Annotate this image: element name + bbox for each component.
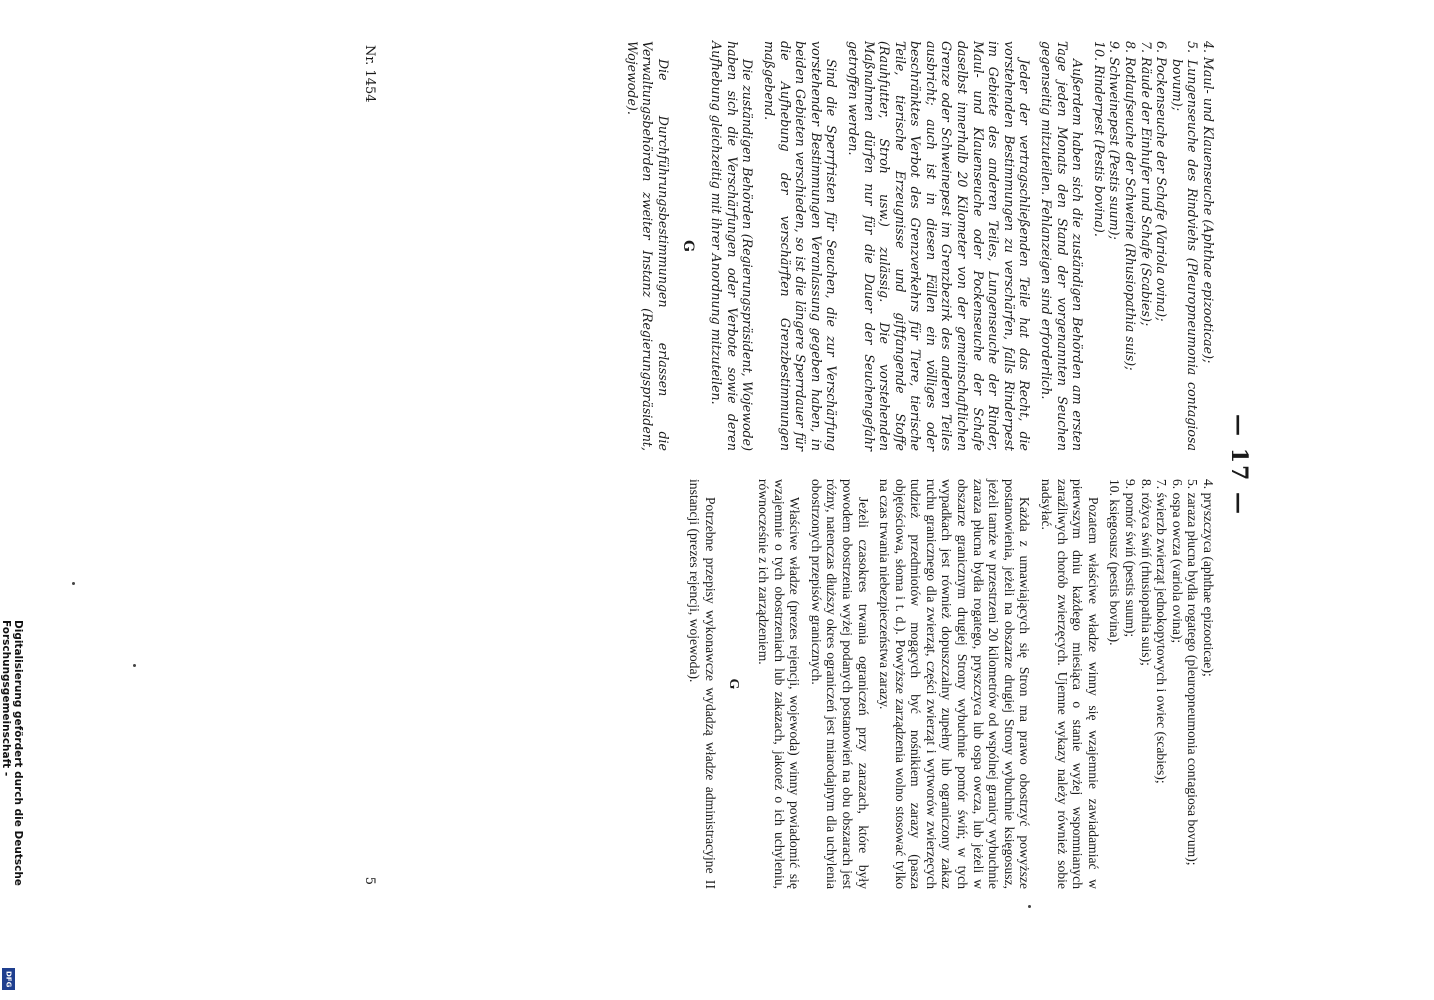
- paragraph: Die Durchführungsbestimmungen erlassen die Verwaltungsbehörden zweiter Instanz (Regierungspräsident, Wojewode).: [624, 41, 671, 451]
- polish-disease-list: [1107, 479, 1216, 889]
- issue-number: Nr. 1454: [362, 45, 377, 103]
- paragraph: Pozatem właściwe władze winny się wzajemnie zawiadamiać w pierwszym dniu każdego miesiąca o stanie wyżej wspomnianych zaraźliwych chorób zwierzęcych. Ujemne wykazy należy również sobie nadsyłać.: [1039, 479, 1101, 889]
- dfg-logo-icon: DFG: [2, 968, 15, 990]
- paragraph: Potrzebne przepisy wykonawcze wydadzą władze administracyjne II instancji (prezes rejencji, wojewoda).: [687, 479, 718, 889]
- german-disease-list: [1091, 41, 1216, 451]
- scan-speck: [133, 664, 136, 667]
- list-item: 6. ospa owcza (variola ovina);: [1169, 479, 1185, 644]
- document-page: [362, 35, 1252, 895]
- section-heading: G: [726, 678, 742, 690]
- scan-speck: [1028, 905, 1031, 908]
- list-item: 4. pryszczyca (aphthae epizooticae);: [1201, 479, 1216, 677]
- paragraph: Außerdem haben sich die zuständigen Behörden am ersten Tage jeden Monats den Stand der vorgenannten Seuchen gegenseitig mitzuteilen. Fehlanzeigen sind erforderlich.: [1039, 41, 1086, 451]
- paragraph: Właściwe władze (prezes rejencji, wojewoda) winny powiadomić się wzajemnie o tych obostrzeniach lub zakazach, jakoteż o ich uchyleniu, równocześnie z ich zarządzeniem.: [755, 479, 803, 889]
- digitization-credit: [0, 620, 24, 1000]
- paragraph: Sind die Sperrfristen für Seuchen, die zur Verschärfung vorstehender Bestimmungen Veranlassung gegeben haben, in beiden Gebieten verschieden, so ist die längere Sperrdauer für die Aufhebung der verschärften Grenzbestimmungen maßgebend.: [761, 41, 840, 451]
- paragraph: Jeżeli czasokres trwania ograniczeń przy zarazach, które były powodem obostrzenia wyżej podanych postanowień na obu obszarach jest różny, natenczas dłuższy okres ograniczeń jest miarodajnym dla uchylenia obostrzonych przepisów granicznych.: [808, 479, 871, 889]
- scan-speck: [72, 582, 75, 585]
- list-item: 7. Räude der Einhufer und Schafe (Scabies);: [1138, 41, 1154, 327]
- list-item: 10. Rinderpest (Pestis bovina).: [1091, 41, 1107, 237]
- paragraph: Die zuständigen Behörden (Regierungspräsident, Wojewode) haben sich die Verschärfungen oder Verbote sowie deren Aufhebung gleichzeitig mit ihrer Anordnung mitzuteilen.: [709, 41, 756, 451]
- list-item: 4. Maul- und Klauenseuche (Aphthae epizooticae);: [1201, 41, 1216, 364]
- list-item: 8. różyca świń (rhusiopathia suis);: [1138, 479, 1154, 666]
- list-item: 9. pomór świń (pestis suum);: [1123, 479, 1139, 638]
- list-item: 10. księgosusz (pestis bovina).: [1107, 479, 1123, 646]
- credit-text: Digitalisierung gefördert durch die Deutsche Forschungsgemeinschaft -: [0, 620, 24, 886]
- paragraph: Każda z umawiających się Stron ma prawo obostrzyć powyższe postanowienia, jeżeli na obszarze drugiej Strony wybuchnie księgosusz, jeżeli tamże w przestrzeni 20 kilometrów od wspólnej granicy wybuchnie zaraza płucna bydła rogatego, pryszczyca lub ospa owcza, lub jeżeli w obszarze granicznym drugiej Strony wybuchnie pomór świń; w tych wypadkach jest również dopuszczalny zupełny lub ograniczony zakaz ruchu granicznego dla zwierząt, części zwierząt i wytworów zwierzęcych tudzież przedmiotów mogących być nośnikiem zarazy (pasza objętościowa, słoma i t. d.). Powyższe zarządzenia wolno stosować tylko na czas trwania niebezpieczeństwa zarazy.: [877, 479, 1033, 889]
- list-item: 6. Pockenseuche der Schafe (Variola ovina);: [1154, 41, 1170, 322]
- list-item: 5. zaraza płucna bydła rogatego (pleuropneumonia contagiosa bovum);: [1185, 479, 1201, 866]
- paragraph: Jeder der vertragschließenden Teile hat das Recht, die vorstehenden Bestimmungen zu verschärfen, falls Rinderpest im Gebiete des anderen Teiles, Lungenseuche der Rinder, Maul- und Klauenseuche oder Pockenseuche der Schafe daselbst innerhalb 20 Kilometer von der gemeinschaftlichen Grenze oder Schweinepest im Grenzbezirk des anderen Teiles ausbricht; auch ist in diesen Fällen ein völliges oder beschränktes Verbot des Grenzverkehrs für Tiere, tierische Teile, tierische Erzeugnisse und giftfangende Stoffe (Rauhfutter, Stroh usw.) zulässig. Die vorstehenden Maßnahmen dürfen nur für die Dauer der Seuchengefahr getroffen werden.: [845, 41, 1033, 451]
- sheet-number: 5: [362, 876, 377, 885]
- section-heading: G: [679, 240, 696, 252]
- page-number: — 17 —: [1226, 414, 1252, 516]
- list-item: 5. Lungenseuche des Rindviehs (Pleuropneumonia contagiosa bovum);: [1169, 41, 1201, 451]
- page-footer: [362, 35, 377, 895]
- list-item: 9. Schweinepest (Pestis suum);: [1107, 41, 1123, 240]
- list-item: 7. świerzb zwierząt jednokopytowych i owiec (scabies);: [1154, 479, 1170, 784]
- german-column: [624, 41, 1216, 451]
- polish-column: [624, 479, 1216, 889]
- list-item: 8. Rotlaufseuche der Schweine (Rhusiopathia suis);: [1123, 41, 1139, 371]
